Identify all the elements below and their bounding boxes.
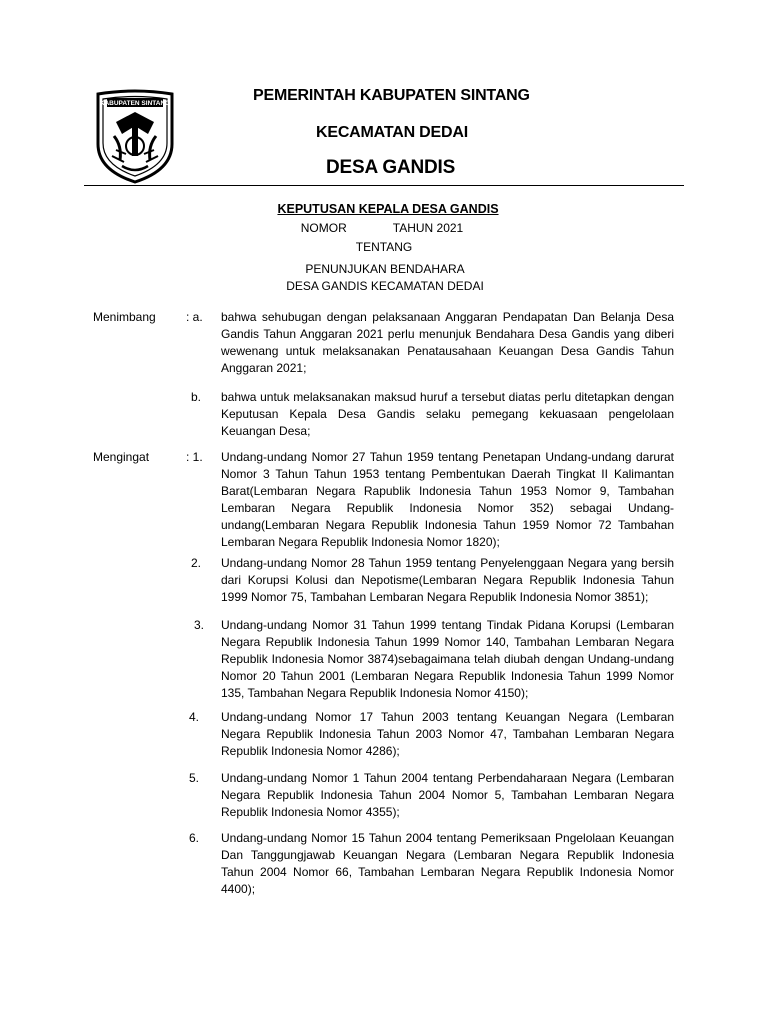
decree-about-label: TENTANG (355, 240, 413, 254)
decree-subject-line-2: DESA GANDIS KECAMATAN DEDAI (286, 279, 484, 293)
emblem-text: KABUPATEN SINTANG (99, 100, 171, 107)
decree-year: TAHUN 2021 (392, 221, 464, 235)
mengingat-item-3-marker: 3. (194, 618, 205, 632)
header-district: KECAMATAN DEDAI (316, 124, 468, 141)
mengingat-item-2: Undang-undang Nomor 28 Tahun 1959 tentang Penyelenggaan Negara yang bersih dari Korupsi Kolusi dan Nepotisme(Lembaran Negara Republik Indonesia Tahun 1999 Nomor 75, Tambahan Lembaran Negara Republik Indonesia Nomor 3851); (221, 556, 674, 604)
mengingat-label: Mengingat (93, 450, 150, 464)
mengingat-item-5-marker: 5. (189, 771, 200, 785)
header-government: PEMERINTAH KABUPATEN SINTANG (253, 87, 530, 104)
mengingat-item-6-marker: 6. (189, 831, 200, 845)
menimbang-item-b-marker: b. (191, 390, 202, 404)
mengingat-colon-marker: : 1. (186, 450, 203, 464)
mengingat-item-1: Undang-undang Nomor 27 Tahun 1959 tentang Penetapan Undang-undang darurat Nomor 3 Tahun Tahun 1953 tentang Pembentukan Daerah Tingkat II Kalimantan Barat(Lembaran Negara Rapublik Indonesia Tahun 1953 Nomor 9, Tambahan Lembaran Negara Republik Indonesia Nomor 352) sebagai Undang-undang(Lembaran Negara Republik Indonesia Tahun 1959 Nomor 72 Tambahan Lembaran Negara Republik Indonesia Nomor 1820); (221, 450, 674, 549)
decree-subject-line-1: PENUNJUKAN BENDAHARA (305, 262, 465, 276)
mengingat-item-5: Undang-undang Nomor 1 Tahun 2004 tentang Perbendaharaan Negara (Lembaran Negara Republik Indonesia Tahun 2004 Nomor 5, Tambahan Lembaran Negara Republik Indonesia Nomor 4355); (221, 771, 674, 819)
mengingat-item-2-marker: 2. (191, 556, 202, 570)
menimbang-item-a: bahwa sehubugan dengan pelaksanaan Anggaran Pendapatan Dan Belanja Desa Gandis Tahun Anggaran 2021 perlu menunjuk Bendahara Desa Gandis yang diberi wewenang untuk melaksanakan Penatausahaan Keuangan Desa Gandis Tahun Anggaran 2021; (221, 310, 674, 375)
mengingat-item-4-marker: 4. (189, 710, 200, 724)
kabupaten-sintang-emblem (92, 86, 178, 184)
mengingat-item-3: Undang-undang Nomor 31 Tahun 1999 tentang Tindak Pidana Korupsi (Lembaran Negara Republik Indonesia Tahun 1999 Nomor 140, Tambahan Lembaran Negara Republik Indonesia Nomor 3874)sebagaimana telah diubah dengan Undang-undang Nomor 20 Tahun 2001 (Lembaran Negara Republik Indonesia Tahun 1999 Nomor 135, Tambahan Negara Republik Indonesia Nomor 4150); (221, 618, 674, 700)
header-rule (84, 185, 684, 186)
menimbang-label: Menimbang (93, 310, 156, 324)
mengingat-item-6: Undang-undang Nomor 15 Tahun 2004 tentang Pemeriksaan Pngelolaan Keuangan Dan Tanggungjawab Keuangan Negara (Lembaran Negara Republik Indonesia Tahun 2004 Nomor 66, Tambahan Lembaran Negara Republik Indonesia Nomor 4400); (221, 831, 674, 896)
decree-title: KEPUTUSAN KEPALA DESA GANDIS (277, 202, 499, 216)
header-village: DESA GANDIS (326, 157, 456, 178)
menimbang-item-b: bahwa untuk melaksanakan maksud huruf a tersebut diatas perlu ditetapkan dengan Keputusan Kepala Desa Gandis selaku pemegang kekuasaan pengelolaan Keuangan Desa; (221, 390, 674, 438)
decree-number-line (0, 221, 766, 235)
menimbang-colon-marker: : a. (186, 310, 203, 324)
mengingat-item-4: Undang-undang Nomor 17 Tahun 2003 tentang Keuangan Negara (Lembaran Negara Republik Indonesia Tahun 2003 Nomor 47, Tambahan Lembaran Negara Republik Indonesia Nomor 4286); (221, 710, 674, 758)
decree-number-label: NOMOR (300, 221, 347, 235)
